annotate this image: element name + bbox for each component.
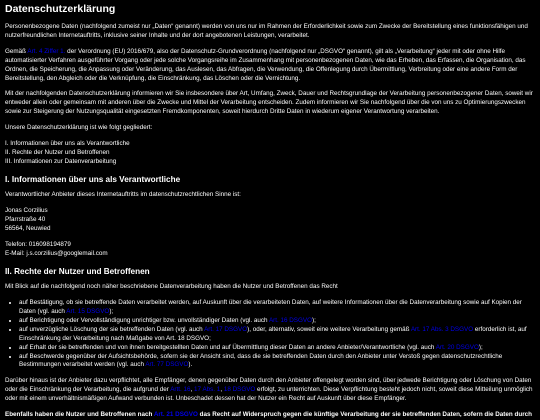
page-title: Datenschutzerklärung: [5, 3, 116, 15]
list-item: • auf Berichtigung oder Vervollständigung unrichtiger bzw. unvollständiger Daten (vgl. auch Art. 16 DSGVO);: [19, 317, 535, 326]
rights-list: [5, 299, 535, 370]
information-paragraph: Mit der nachfolgenden Datenschutzerklärung informieren wir Sie insbesondere über Art, Umfang, Zweck, Dauer und Rechtsgrundlage der Verarbeitung personenbezogener Daten, soweit wir entweder allein oder gemeinsam mit anderen über die Zwecke und Mittel der Verarbeitung entscheiden. Zudem informieren wir Sie nachfolgend über die von uns zu Optimierungszwecken sowie zur Steigerung der Nutzungsqualität eingesetzten Fremdkomponenten, soweit hierdurch Dritte Daten in wiederum eigener Verantwortung verarbeiten.: [5, 90, 533, 116]
controller-intro: Verantwortlicher Anbieter dieses Internetauftritts im datenschutzrechtlichen Sinne ist:: [5, 190, 241, 198]
contact-email: E-Mail: j.s.corzilius@googlemail.com: [5, 250, 108, 258]
contact-city: 56564, Neuwied: [5, 224, 51, 232]
section-heading-rights: II. Rechte der Nutzer und Betroffenen: [5, 267, 150, 277]
contact-street: Pfarrstraße 40: [5, 215, 46, 223]
art4-text-post: der Verordnung (EU) 2016/679, also der Datenschutz-Grundverordnung (nachfolgend nur „DSGVO“ genannt), gilt als „Verarbeitung“ jeder mit oder ohne Hilfe automatisierter Verfahren ausgeführter Vorgang oder jede solche Vorgangsreihe im Zusammenhang mit personenbezogenen Daten, wie das Erheben, das Erfassen, die Organisation, das Ordnen, die Speicherung, die Anpassung oder Veränderung, das Auslesen, das Abfragen, die Verwendung, die Offenlegung durch Übermittlung, Verbreitung oder eine andere Form der Bereitstellung, den Abgleich oder die Verknüpfung, die Einschränkung, das Löschen oder die Vernichtung.: [5, 47, 526, 82]
list-item: • auf Bestätigung, ob sie betreffende Daten verarbeitet werden, auf Auskunft über die verarbeiteten Daten, auf weitere Informationen über die Datenverarbeitung sowie auf Kopien der Daten (vgl. auch Art. 15 DSGVO);: [19, 299, 535, 317]
section-heading-controller: I. Informationen über uns als Verantwortliche: [5, 174, 181, 184]
structure-intro: Unsere Datenschutzerklärung ist wie folgt gegliedert:: [5, 124, 153, 132]
law-link[interactable]: 18 DSGVO: [223, 386, 256, 394]
rights-intro: Mit Blick auf die nachfolgend noch näher beschriebene Datenverarbeitung haben die Nutzer und Betroffenen das Recht: [5, 283, 338, 291]
law-link[interactable]: Artt. 16: [170, 386, 191, 394]
art4-link[interactable]: Art. 4 Ziffer 1.: [27, 47, 66, 55]
outline-list: [5, 140, 535, 167]
list-item: • auf unverzügliche Löschung der sie betreffenden Daten (vgl. auch Art. 17 DSGVO), oder, alternativ, soweit eine weitere Verarbeitung gemäß Art. 17 Abs. 3 DSGVO erforderlich ist, auf Einschränkung der Verarbeitung nach Maßgabe von Art. 18 DSGVO;: [19, 326, 535, 344]
outline-item: III. Informationen zur Datenverarbeitung: [5, 157, 117, 165]
law-link[interactable]: Art. 77 DSGVO: [145, 361, 189, 369]
art4-text-pre: Gemäß: [5, 47, 28, 55]
law-link[interactable]: 17 Abs. 1: [194, 386, 221, 394]
list-item: • auf Erhalt der sie betreffenden und von ihnen bereitgestellten Daten und auf Übermittlung dieser Daten an andere Anbieter/Verantwortliche (vgl. auch Art. 20 DSGVO);: [19, 344, 535, 353]
law-link[interactable]: Art. 17 Abs. 3 DSGVO: [410, 325, 474, 333]
outline-item: I. Informationen über uns als Verantwortliche: [5, 140, 130, 148]
objection-paragraph: Ebenfalls haben die Nutzer und Betroffenen nach Art. 21 DSGVO das Recht auf Widerspruch gegen die künftige Verarbeitung der sie betreffenden Daten, sofern die Daten durch: [5, 411, 532, 419]
recipient-notification-paragraph: Darüber hinaus ist der Anbieter dazu verpflichtet, alle Empfänger, denen gegenüber Daten durch den Anbieter offengelegt worden sind, über jedwede Berichtigung oder Löschung von Daten oder die Einschränkung der Verarbeitung, die aufgrund der Artt. 16, 17 Abs. 1, 18 DSGVO erfolgt, zu unterrichten. Diese Verpflichtung besteht jedoch nicht, soweit diese Mitteilung unmöglich oder mit einem unverhältnismäßigen Aufwand verbunden ist. Unbeschadet dessen hat der Nutzer ein Recht auf Auskunft über diese Empfänger.: [5, 377, 533, 403]
list-item: • auf Beschwerde gegenüber der Aufsichtsbehörde, sofern sie der Ansicht sind, dass die sie betreffenden Daten durch den Anbieter unter Verstoß gegen datenschutzrechtliche Bestimmungen verarbeitet werden (vgl. auch Art. 77 DSGVO).: [19, 353, 535, 371]
contact-block: [5, 207, 535, 260]
contact-name: Jonas Corzilius: [5, 206, 48, 214]
law-link[interactable]: Art. 15 DSGVO: [66, 308, 110, 316]
contact-phone: Telefon: 016098194879: [5, 241, 71, 249]
processing-definition-paragraph: [5, 48, 535, 84]
law-link[interactable]: Art. 21 DSGVO: [153, 411, 198, 419]
law-link[interactable]: Art. 16 DSGVO: [268, 316, 312, 324]
law-link[interactable]: Art. 17 DSGVO: [204, 325, 248, 333]
law-link[interactable]: Art. 20 DSGVO: [435, 343, 479, 351]
intro-paragraph: Personenbezogene Daten (nachfolgend zumeist nur „Daten“ genannt) werden von uns nur im Rahmen der Erforderlichkeit sowie zum Zwecke der Bereitstellung eines funktionsfähigen und nutzerfreundlichen Internetauftritts, inklusive seiner Inhalte und der dort angebotenen Leistungen, verarbeitet.: [5, 23, 528, 39]
outline-item: II. Rechte der Nutzer und Betroffenen: [5, 148, 110, 156]
